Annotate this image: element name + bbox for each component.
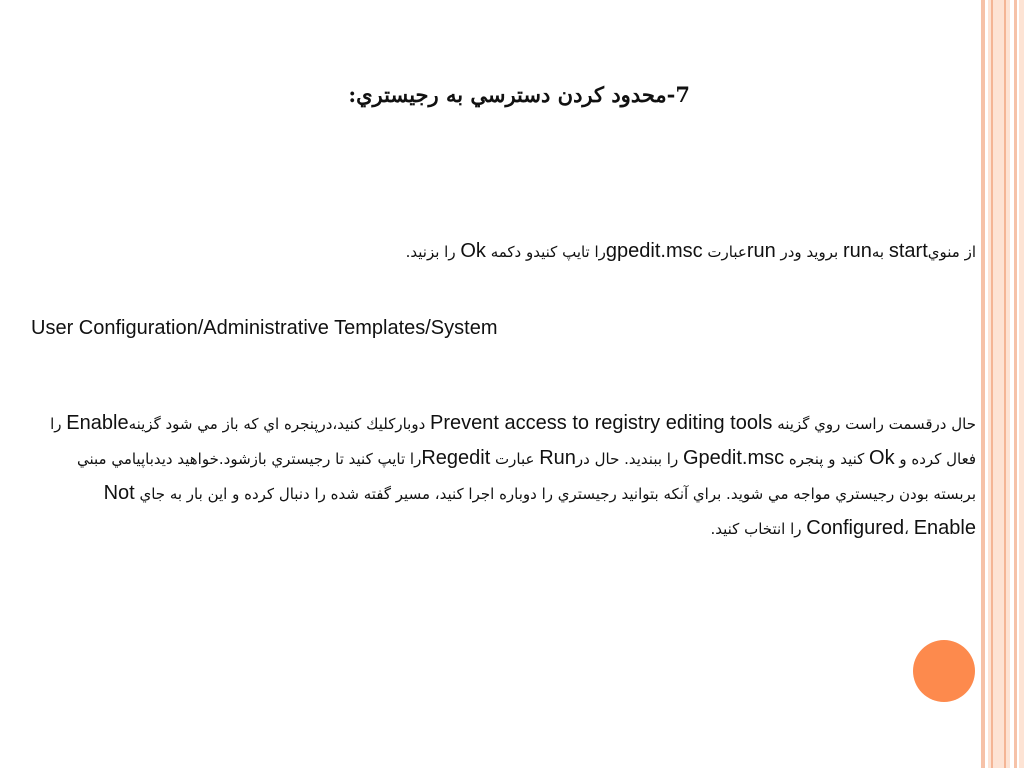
text: برويد ودر	[775, 243, 843, 261]
text: را تايپ كنيدو دكمه	[485, 243, 606, 261]
term-gpedit: gpedit.msc	[605, 240, 703, 262]
term-ok: Ok	[460, 240, 486, 262]
edge-stripe	[1019, 0, 1024, 768]
term-enable: Enable	[66, 412, 129, 434]
term-run: run	[842, 240, 872, 262]
text: ،	[904, 520, 914, 538]
text: را انتخاب كنيد.	[710, 520, 807, 538]
edge-stripe	[981, 0, 985, 768]
term-not-configured: Not Configured	[103, 482, 905, 539]
term-start: start	[888, 240, 928, 262]
decorative-circle	[913, 640, 975, 702]
term-prevent-access: Prevent access to registry editing tools	[430, 412, 773, 434]
term-run: run	[746, 240, 776, 262]
text: را ببنديد. حال در	[575, 450, 683, 468]
text: عبارت	[490, 450, 540, 468]
config-path: User Configuration/Administrative Templates/System	[31, 317, 498, 339]
term-run: Run	[539, 447, 576, 469]
text: دوباركليك كنيد،درپنجره اي كه باز مي شود گزينه	[128, 415, 431, 433]
edge-stripe	[991, 0, 993, 768]
text: را تايپ كنيد تا رجيستري بازشود.خواهيد ديدباپيامي مبني بربسته بودن رجيستري مواجه مي شويد. براي آنكه بتوانيد رجيستري را دوباره اجرا كنيد، مسير گفته شده را دنبال كرده و اين بار به جاي	[76, 450, 976, 503]
term-enable: Enable	[913, 517, 976, 539]
text: عبارت	[702, 243, 747, 261]
explanation-paragraph	[30, 406, 976, 546]
edge-stripe	[1004, 0, 1006, 768]
term-ok: Ok	[869, 447, 895, 469]
instruction-line	[406, 240, 976, 263]
text: به	[871, 243, 889, 261]
text: كنيد و پنجره	[784, 450, 870, 468]
text: حال درقسمت راست روي گزينه	[772, 415, 976, 433]
slide-title: 7-محدود كردن دسترسي به رجيستري:	[348, 82, 690, 107]
text: از منوي	[927, 243, 976, 261]
term-gpedit: Gpedit.msc	[682, 447, 785, 469]
text: را فعال كرده و	[50, 415, 976, 468]
term-regedit: Regedit	[421, 447, 491, 469]
text: را بزنيد.	[405, 243, 461, 261]
edge-stripe	[1014, 0, 1017, 768]
